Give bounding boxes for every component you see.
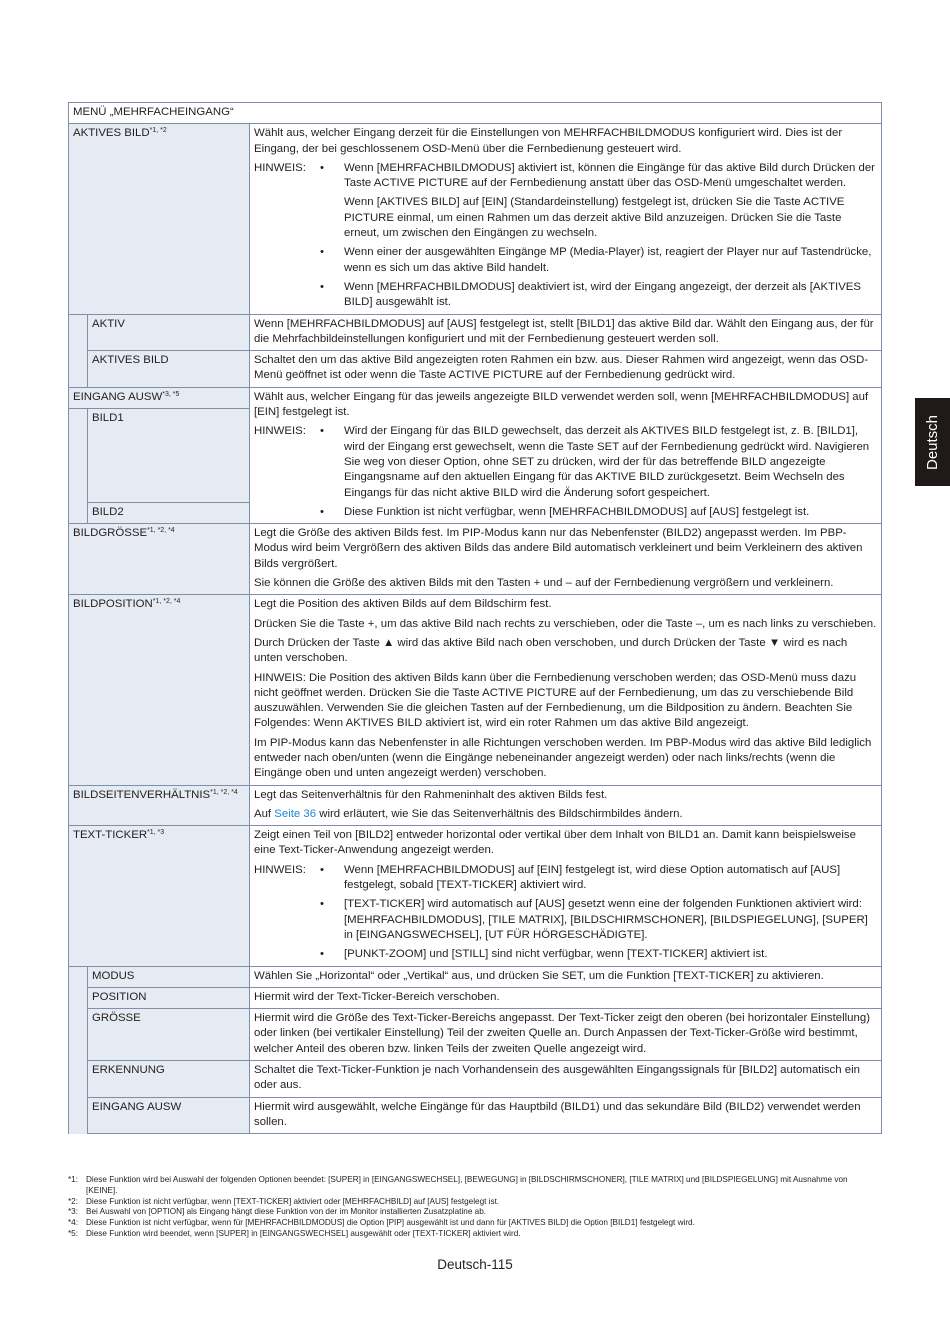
row-bildposition (69, 595, 882, 785)
desc-modus: Wählen Sie „Horizontal“ oder „Vertikal“ aus, und drücken Sie SET, um die Funktion [TEXT-TICKER] zu aktivieren. (250, 966, 882, 987)
bullet-icon: • (320, 948, 324, 961)
label-eingang-ausw: EINGANG $AUSW^{*3, *5}$ (69, 387, 250, 408)
bullet-list (316, 863, 877, 963)
paragraph: Sie können die Größe des aktiven Bilds mit den Tasten + und – auf der Fernbedienung vergrößern und verkleinern. (254, 577, 834, 590)
paragraph: Legt die Größe des aktiven Bilds fest. Im PIP-Modus kann nur das Nebenfenster (BILD2) angepasst werden. Im PBP-Modus wird beim Vergrößern des aktiven Bilds das andere Bild automatisch verkleinert und beim Verkleinern des aktiven Bilds vergrößert. (254, 527, 863, 570)
footnote: *4: Diese Funktion ist nicht verfügbar, wenn für [MEHRFACHBILDMODUS] die Option [PIP] ausgewählt ist und dann für [AKTIVES BILD] die Option [BILD1] festgelegt wird. (68, 1218, 695, 1228)
row-aktives-bild (69, 124, 882, 314)
desc-position: Hiermit wird der Text-Ticker-Bereich verschoben. (250, 987, 882, 1008)
page-number: Deutsch-115 (437, 1257, 513, 1272)
row-bildseitenverhaeltnis (69, 785, 882, 826)
bullet-icon: • (320, 161, 324, 174)
bullet-item: • [PUNKT-ZOOM] und [STILL] sind nicht verfügbar, wenn [TEXT-TICKER] aktiviert ist. (316, 947, 877, 962)
paragraph: Im PIP-Modus kann das Nebenfenster in alle Richtungen verschoben werden. Im PBP-Modus wird das aktive Bild lediglich entweder nach oben/unten (wenn die Eingänge nebeneinander angezeigt werden) oder nach links/rechts (wenn die Eingänge oben und unten angezeigt werden) verschoben. (254, 736, 872, 780)
desc-text-ticker (250, 826, 882, 966)
row-eingang-ausw-sub (69, 1097, 882, 1134)
label-modus: MODUS (88, 966, 250, 987)
row-position (69, 987, 882, 1008)
footnote: *5: Diese Funktion wird beendet, wenn [SUPER] in [EINGANGSWECHSEL] ausgewählt oder [TEXT-TICKER] aktiviert wird. (68, 1228, 521, 1238)
bullet-icon: • (320, 505, 324, 518)
paragraph: Drücken Sie die Taste +, um das aktive Bild nach rechts zu verschieben, oder die Taste –, um es nach links zu verschieben. (254, 617, 877, 630)
bullet-item: • Diese Funktion ist nicht verfügbar, wenn [MEHRFACHBILDMODUS] auf [AUS] festgelegt ist. (316, 505, 877, 520)
label-text-ticker: TEXT-$TICKER^{*1, *3}$ (69, 826, 250, 966)
row-aktives-bild-sub (69, 351, 882, 388)
table-header: MENÜ „MEHRFACHEINGANG“ (69, 103, 882, 124)
desc-bildseitenverhaeltnis (250, 785, 882, 826)
desc-erkennung: Schaltet die Text-Ticker-Funktion je nach Vorhandensein des ausgewählten Eingangssignals für [BILD2] automatisch ein oder aus. (250, 1061, 882, 1098)
paragraph: Wählt aus, welcher Eingang für das jeweils angezeigte BILD verwendet werden soll, wenn [MEHRFACHBILDMODUS] auf [EIN] festgelegt ist. (254, 390, 869, 419)
row-modus (69, 966, 882, 987)
indent-spacer (69, 409, 88, 524)
row-eingang-ausw (69, 387, 882, 408)
note-block (254, 161, 877, 311)
note-label: HINWEIS: (254, 425, 306, 438)
side-tab-label: Deutsch (924, 414, 941, 470)
bullet-item: • Wird der Eingang für das BILD gewechselt, das derzeit als AKTIVES BILD festgelegt ist, z. B. [BILD1], wird der Eingang erst gewechselt, wenn die Taste SET auf der Fernbedienung gedrückt wird. Navigieren Sie weg von dieser Option, ohne SET zu drücken, wird der für das betreffende BILD angezeigte Eingangsname auf den aktuellen Eingang für das AKTIVE BILD zurückgesetzt. Beim Wechseln des Eingangs für das nicht aktive BILD wird die Änderung sofort gespeichert. (316, 424, 877, 500)
paragraph: Zeigt einen Teil von [BILD2] entweder horizontal oder vertikal über dem Inhalt von BILD1 an. Damit kann beispielsweise eine Text-Ticker-Anwendung angezeigt werden. (254, 829, 856, 857)
bullet-list (316, 161, 877, 311)
label-bildseitenverhaeltnis: $BILDSEITENVERHÄLTNIS^{*1, *2, *4}$ (69, 785, 250, 826)
row-groesse (69, 1009, 882, 1061)
paragraph: HINWEIS: Die Position des aktiven Bilds kann über die Fernbedienung verschoben werden; das OSD-Menü muss dazu nicht geöffnet werden. Drücken Sie die Taste ACTIVE PICTURE auf der Fernbedienung, um das zu verschiebende Bild auszuwählen. Verwenden Sie die gleichen Tasten auf der Fernbedienung, um die Bildposition zu ändern. Beachten Sie Folgendes: Wenn AKTIVES BILD aktiviert ist, wird ein roter Rahmen um das aktive Bild angezeigt. (254, 671, 857, 730)
note-label: HINWEIS: (254, 863, 306, 876)
desc-bildgroesse (250, 524, 882, 595)
label-groesse: GRÖSSE (88, 1009, 250, 1061)
note-label: HINWEIS: (254, 161, 306, 174)
label-bild1: BILD1 (88, 409, 250, 503)
desc-aktives-bild (250, 124, 882, 314)
label-bild2: BILD2 (88, 502, 250, 523)
desc-aktives-bild-sub: Schaltet den um das aktive Bild angezeigten roten Rahmen ein bzw. aus. Dieser Rahmen wird angezeigt, wenn das OSD-Menü geöffnet ist oder wenn die Taste ACTIVE PICTURE auf der Fernbedienung gedrückt wird. (250, 351, 882, 388)
label-aktives-bild-sub: AKTIVES BILD (88, 351, 250, 388)
paragraph: Auf Seite 36 wird erläutert, wie Sie das Seitenverhältnis des Bildschirmbildes ändern. (254, 807, 683, 820)
label-erkennung: ERKENNUNG (88, 1061, 250, 1098)
row-aktiv (69, 314, 882, 351)
note-block (254, 863, 877, 963)
bullet-item: • Wenn einer der ausgewählten Eingänge MP (Media-Player) ist, reagiert der Player nur auf Tastendrücke, wenn es sich um das aktive Bild handelt. (316, 245, 877, 276)
footnote: *1: Diese Funktion wird bei Auswahl der folgenden Optionen beendet: [SUPER] in [EINGANGSWECHSEL], [BEWEGUNG] in [BILDSCHIRMSCHONER], [TILE MATRIX] und [BILDSPIEGELUNG] mit Ausnahme von [KEINE]. (68, 1175, 848, 1195)
label-bildposition: $BILDPOSITION^{*1, *2, *4}$ (69, 595, 250, 785)
desc-eingang-ausw-sub: Hiermit wird ausgewählt, welche Eingänge für das Hauptbild (BILD1) und das sekundäre Bild (BILD2) verwendet werden sollen. (250, 1097, 882, 1134)
row-erkennung (69, 1061, 882, 1098)
row-text-ticker (69, 826, 882, 966)
label-aktives-bild: AKTIVES $BILD^{*1, *2}$ (69, 124, 250, 314)
bullet-icon: • (320, 898, 324, 911)
bullet-list (316, 424, 877, 520)
table-header-row (69, 103, 882, 124)
bullet-item: • Wenn [MEHRFACHBILDMODUS] aktiviert ist, können die Eingänge für das aktive Bild durch Drücken der Taste ACTIVE PICTURE auf der Fernbedienung anstatt über das OSD-Menü umgeschaltet werden. Wenn [AKTIVES BILD] auf [EIN] (Standardeinstellung) festgelegt ist, drücken Sie die Taste ACTIVE PICTURE einmal, um einen Rahmen um das derzeit aktive Bild anzuzeigen. Drücken Sie die Taste erneut, um zwischen den Eingängen zu wechseln. (316, 161, 877, 241)
footnote: *2: Diese Funktion ist nicht verfügbar, wenn [TEXT-TICKER] aktiviert oder [MEHRFACHBILD] auf [AUS] festgelegt ist. (68, 1196, 500, 1206)
page-link[interactable]: Seite 36 (274, 807, 317, 820)
bullet-icon: • (320, 280, 324, 293)
label-position: POSITION (88, 987, 250, 1008)
label-bildgroesse: $BILDGRÖSSE^{*1, *2, *4}$ (69, 524, 250, 595)
desc-groesse: Hiermit wird die Größe des Text-Ticker-Bereichs angepasst. Der Text-Ticker zeigt den oberen (bei horizontaler Einstellung) oder linken (bei vertikaler Einstellung) Teil der zweiten Quelle an. Durch Anpassen der Text-Ticker-Größe wird bestimmt, welcher Anteil des oberen bzw. linken Teils der zweiten Quelle angezeigt wird. (250, 1009, 882, 1061)
bullet-icon: • (320, 863, 324, 876)
label-eingang-ausw-sub: EINGANG AUSW (88, 1097, 250, 1134)
menu-table (68, 102, 882, 1134)
bullet-icon: • (320, 246, 324, 259)
bullet-item: • Wenn [MEHRFACHBILDMODUS] auf [EIN] festgelegt ist, wird diese Option automatisch auf [AUS] festgelegt, sobald [TEXT-TICKER] aktiviert wird. (316, 863, 877, 894)
desc-bildposition (250, 595, 882, 785)
paragraph: Legt die Position des aktiven Bilds auf dem Bildschirm fest. (254, 598, 552, 611)
footnote: *3: Bei Auswahl von [OPTION] als Eingang hängt diese Funktion von der im Monitor installierten Zusatzplatine ab. (68, 1207, 487, 1217)
bullet-icon: • (320, 425, 324, 438)
indent-spacer (69, 966, 88, 1134)
footnotes (68, 1175, 881, 1240)
label-aktiv: AKTIV (88, 314, 250, 351)
paragraph: Wählt aus, welcher Eingang derzeit für die Einstellungen von MEHRFACHBILDMODUS konfiguriert wird. Dies ist der Eingang, der bei geschlossenem OSD-Menü über die Fernbedienung gesteuert wird. (254, 127, 843, 155)
bullet-item: • [TEXT-TICKER] wird automatisch auf [AUS] gesetzt wenn eine der folgenden Funktionen aktiviert wird: [MEHRFACHBILDMODUS], [TILE MATRIX], [BILDSCHIRMSCHONER], [BILDSPIEGELUNG], [SUPER] in [EINGANGSWECHSEL], [UT FÜR HÖRGESCHÄDIGTE]. (316, 897, 877, 943)
row-bildgroesse (69, 524, 882, 595)
desc-eingang-ausw (250, 387, 882, 523)
language-side-tab (915, 398, 950, 486)
bullet-item: • Wenn [MEHRFACHBILDMODUS] deaktiviert ist, wird der Eingang angezeigt, der derzeit als [AKTIVES BILD] ausgewählt ist. (316, 280, 877, 311)
note-block (254, 424, 877, 520)
paragraph: Durch Drücken der Taste ▲ wird das aktive Bild nach oben verschoben, und durch Drücken der Taste ▼ wird es nach unten verschoben. (254, 636, 848, 665)
paragraph: Legt das Seitenverhältnis für den Rahmeninhalt des aktiven Bilds fest. (254, 788, 608, 801)
indent-spacer (69, 314, 88, 387)
desc-aktiv: Wenn [MEHRFACHBILDMODUS] auf [AUS] festgelegt ist, stellt [BILD1] das aktive Bild dar. Wählt den Eingang aus, der für die Mehrfachbildeinstellungen konfiguriert und mit der Fernbedienung gesteuert werden soll. (250, 314, 882, 351)
